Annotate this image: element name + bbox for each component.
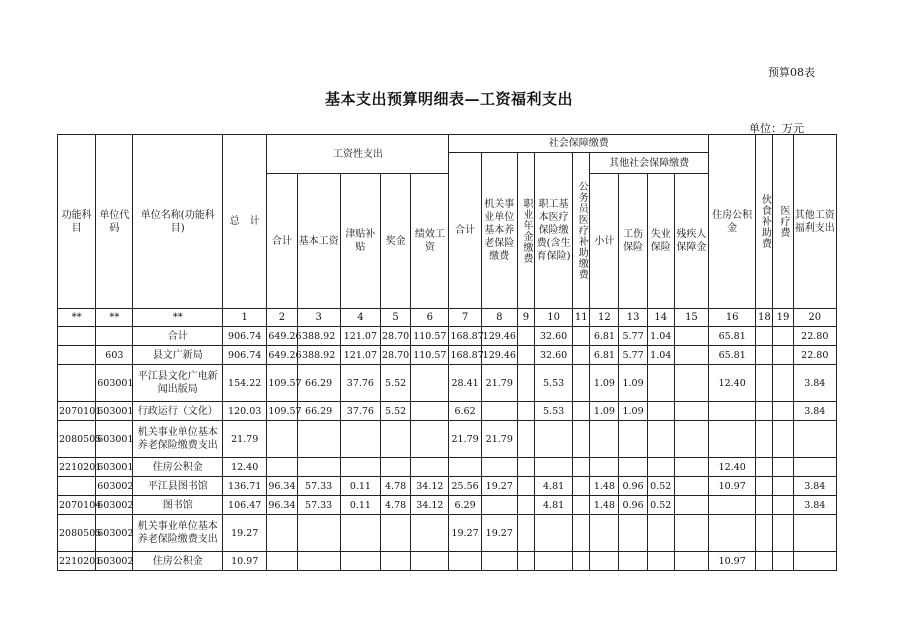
index-cell: 1 <box>223 309 267 327</box>
col-injury: 工伤保险 <box>619 174 647 309</box>
value-cell <box>773 477 793 496</box>
value-cell: 4.81 <box>534 477 572 496</box>
col-meal-label: 伙食补助费 <box>759 194 771 249</box>
value-cell: 106.47 <box>223 496 267 515</box>
value-cell <box>619 515 647 552</box>
index-cell: ** <box>96 309 133 327</box>
value-cell: 66.29 <box>297 402 340 421</box>
func-code-cell: 2210201 <box>58 552 96 571</box>
group-salary: 工资性支出 <box>267 135 449 174</box>
table-row <box>58 458 837 477</box>
value-cell: 32.60 <box>534 346 572 365</box>
unit-code-cell <box>96 327 133 346</box>
value-cell: 3.84 <box>793 477 836 496</box>
value-cell <box>647 421 674 458</box>
value-cell: 5.77 <box>619 327 647 346</box>
col-civil-medical <box>573 153 590 309</box>
col-housing: 住房公积金 <box>709 135 756 309</box>
index-cell: 19 <box>773 309 793 327</box>
value-cell <box>756 552 773 571</box>
col-performance: 绩效工资 <box>411 174 449 309</box>
value-cell <box>267 552 297 571</box>
func-code-cell: 2070104 <box>58 496 96 515</box>
table-row <box>58 496 837 515</box>
value-cell <box>381 552 411 571</box>
value-cell: 5.52 <box>381 402 411 421</box>
value-cell <box>267 458 297 477</box>
value-cell: 0.11 <box>340 496 380 515</box>
index-cell: 10 <box>534 309 572 327</box>
value-cell: 34.12 <box>411 496 449 515</box>
index-cell: 15 <box>674 309 708 327</box>
value-cell <box>709 421 756 458</box>
value-cell: 25.56 <box>449 477 481 496</box>
col-disability: 残疾人保障金 <box>674 174 708 309</box>
value-cell <box>590 515 619 552</box>
value-cell: 4.78 <box>381 496 411 515</box>
value-cell: 906.74 <box>223 327 267 346</box>
value-cell <box>647 402 674 421</box>
unit-name-cell: 住房公积金 <box>133 552 223 571</box>
index-row <box>58 309 837 327</box>
value-cell: 1.04 <box>647 346 674 365</box>
value-cell <box>773 515 793 552</box>
value-cell: 6.81 <box>590 346 619 365</box>
value-cell: 121.07 <box>340 327 380 346</box>
value-cell <box>793 515 836 552</box>
index-cell: 18 <box>756 309 773 327</box>
value-cell <box>773 365 793 402</box>
value-cell <box>517 496 534 515</box>
value-cell <box>756 496 773 515</box>
value-cell <box>674 327 708 346</box>
value-cell <box>267 515 297 552</box>
value-cell: 168.87 <box>449 327 481 346</box>
value-cell <box>674 458 708 477</box>
unit-label: 单位：万元 <box>749 122 804 135</box>
value-cell: 19.27 <box>449 515 481 552</box>
unit-name-cell: 平江县图书馆 <box>133 477 223 496</box>
value-cell <box>709 402 756 421</box>
value-cell: 5.53 <box>534 402 572 421</box>
value-cell <box>590 421 619 458</box>
value-cell: 1.04 <box>647 327 674 346</box>
value-cell <box>647 365 674 402</box>
unit-code-cell: 603002 <box>96 496 133 515</box>
value-cell <box>411 458 449 477</box>
value-cell <box>773 346 793 365</box>
value-cell <box>411 421 449 458</box>
value-cell <box>793 552 836 571</box>
value-cell: 5.53 <box>534 365 572 402</box>
value-cell: 28.70 <box>381 346 411 365</box>
value-cell <box>573 402 590 421</box>
value-cell: 4.81 <box>534 496 572 515</box>
value-cell <box>573 346 590 365</box>
col-bonus: 奖金 <box>381 174 411 309</box>
value-cell: 109.57 <box>267 365 297 402</box>
unit-code-cell: 603002 <box>96 515 133 552</box>
value-cell: 3.84 <box>793 365 836 402</box>
value-cell <box>340 458 380 477</box>
value-cell <box>534 458 572 477</box>
value-cell <box>674 552 708 571</box>
value-cell <box>267 421 297 458</box>
value-cell <box>793 421 836 458</box>
value-cell <box>411 365 449 402</box>
col-annuity <box>517 153 534 309</box>
value-cell: 0.96 <box>619 477 647 496</box>
data-rows-body <box>58 327 837 571</box>
value-cell: 19.27 <box>481 477 517 496</box>
value-cell <box>773 327 793 346</box>
value-cell <box>674 496 708 515</box>
col-medical: 职工基本医疗保险缴费(含生育保险) <box>534 153 572 309</box>
value-cell: 1.09 <box>590 402 619 421</box>
index-cell: 6 <box>411 309 449 327</box>
value-cell <box>573 477 590 496</box>
value-cell <box>619 421 647 458</box>
col-other-welfare: 其他工资福利支出 <box>793 135 836 309</box>
col-civil-medical-label: 公务员医疗补助缴费 <box>576 181 588 280</box>
value-cell <box>619 458 647 477</box>
index-cell: 11 <box>573 309 590 327</box>
value-cell: 21.79 <box>223 421 267 458</box>
value-cell: 110.57 <box>411 327 449 346</box>
value-cell: 388.92 <box>297 327 340 346</box>
value-cell: 1.09 <box>619 365 647 402</box>
value-cell <box>756 402 773 421</box>
value-cell: 0.52 <box>647 496 674 515</box>
col-unemployment: 失业保险 <box>647 174 674 309</box>
value-cell <box>573 515 590 552</box>
value-cell <box>517 477 534 496</box>
col-pension: 机关事业单位基本养老保险缴费 <box>481 153 517 309</box>
col-medical-fee <box>773 135 793 309</box>
value-cell <box>674 421 708 458</box>
value-cell <box>756 365 773 402</box>
value-cell <box>647 552 674 571</box>
index-cell: 4 <box>340 309 380 327</box>
value-cell: 1.09 <box>590 365 619 402</box>
value-cell <box>773 552 793 571</box>
unit-code-cell: 603001 <box>96 402 133 421</box>
table-row <box>58 327 837 346</box>
value-cell <box>381 458 411 477</box>
group-other-social: 其他社会保障缴费 <box>590 153 709 174</box>
index-cell: 16 <box>709 309 756 327</box>
value-cell <box>590 552 619 571</box>
unit-code-cell: 603002 <box>96 552 133 571</box>
value-cell <box>534 421 572 458</box>
value-cell: 6.62 <box>449 402 481 421</box>
value-cell <box>573 458 590 477</box>
value-cell: 906.74 <box>223 346 267 365</box>
index-cell: 9 <box>517 309 534 327</box>
value-cell: 22.80 <box>793 327 836 346</box>
unit-name-cell: 住房公积金 <box>133 458 223 477</box>
unit-code-cell: 603 <box>96 346 133 365</box>
value-cell <box>773 421 793 458</box>
value-cell <box>756 346 773 365</box>
func-code-cell <box>58 477 96 496</box>
value-cell <box>674 477 708 496</box>
group-social: 社会保障缴费 <box>449 135 709 153</box>
func-code-cell: 2080505 <box>58 515 96 552</box>
value-cell <box>674 346 708 365</box>
value-cell <box>340 515 380 552</box>
table-row <box>58 515 837 552</box>
index-cell: 8 <box>481 309 517 327</box>
value-cell <box>481 402 517 421</box>
value-cell: 96.34 <box>267 477 297 496</box>
value-cell: 21.79 <box>481 365 517 402</box>
func-code-cell <box>58 365 96 402</box>
unit-code-cell: 603001 <box>96 458 133 477</box>
value-cell <box>773 458 793 477</box>
form-code: 预算08表 <box>768 66 815 79</box>
value-cell: 129.46 <box>481 327 517 346</box>
col-allowance: 津贴补贴 <box>340 174 380 309</box>
value-cell <box>411 402 449 421</box>
col-total: 总 计 <box>223 135 267 309</box>
unit-name-cell: 县文广新局 <box>133 346 223 365</box>
value-cell: 4.78 <box>381 477 411 496</box>
value-cell: 65.81 <box>709 327 756 346</box>
value-cell <box>517 327 534 346</box>
value-cell <box>647 458 674 477</box>
value-cell <box>709 515 756 552</box>
header-row-1 <box>58 135 837 153</box>
value-cell <box>647 515 674 552</box>
value-cell: 1.48 <box>590 496 619 515</box>
value-cell: 388.92 <box>297 346 340 365</box>
col-social-subtotal: 合计 <box>449 153 481 309</box>
value-cell <box>619 552 647 571</box>
value-cell: 28.41 <box>449 365 481 402</box>
value-cell <box>381 515 411 552</box>
index-cell: 12 <box>590 309 619 327</box>
col-annuity-label: 职业年金缴费 <box>520 197 532 264</box>
value-cell: 0.52 <box>647 477 674 496</box>
value-cell: 19.27 <box>223 515 267 552</box>
value-cell <box>517 346 534 365</box>
value-cell: 32.60 <box>534 327 572 346</box>
col-unit-name: 单位名称(功能科目) <box>133 135 223 309</box>
value-cell: 21.79 <box>481 421 517 458</box>
value-cell: 66.29 <box>297 365 340 402</box>
index-cell: ** <box>133 309 223 327</box>
value-cell <box>517 365 534 402</box>
unit-name-cell: 平江县文化广电新闻出版局 <box>133 365 223 402</box>
table-row <box>58 421 837 458</box>
value-cell: 110.57 <box>411 346 449 365</box>
unit-name-cell: 行政运行（文化） <box>133 402 223 421</box>
value-cell: 10.97 <box>709 477 756 496</box>
value-cell: 12.40 <box>223 458 267 477</box>
value-cell <box>573 552 590 571</box>
col-unit-code: 单位代码 <box>96 135 133 309</box>
value-cell: 96.34 <box>267 496 297 515</box>
value-cell: 168.87 <box>449 346 481 365</box>
col-other-subtotal: 小计 <box>590 174 619 309</box>
table-row <box>58 477 837 496</box>
value-cell: 3.84 <box>793 402 836 421</box>
value-cell: 649.26 <box>267 346 297 365</box>
value-cell: 120.03 <box>223 402 267 421</box>
table-row <box>58 552 837 571</box>
value-cell <box>517 458 534 477</box>
value-cell: 65.81 <box>709 346 756 365</box>
index-cell: 14 <box>647 309 674 327</box>
budget-table <box>57 134 837 571</box>
index-cell: 7 <box>449 309 481 327</box>
value-cell: 6.81 <box>590 327 619 346</box>
value-cell: 6.29 <box>449 496 481 515</box>
value-cell <box>340 421 380 458</box>
value-cell: 121.07 <box>340 346 380 365</box>
value-cell <box>573 496 590 515</box>
func-code-cell: 2070101 <box>58 402 96 421</box>
index-cell: 5 <box>381 309 411 327</box>
index-cell: 2 <box>267 309 297 327</box>
value-cell <box>756 421 773 458</box>
value-cell: 37.76 <box>340 365 380 402</box>
index-cell: 13 <box>619 309 647 327</box>
func-code-cell: 2210201 <box>58 458 96 477</box>
table-row <box>58 346 837 365</box>
value-cell <box>756 327 773 346</box>
col-salary-subtotal: 合计 <box>267 174 297 309</box>
col-medical-fee-label: 医疗费 <box>777 205 789 238</box>
value-cell: 57.33 <box>297 496 340 515</box>
value-cell <box>674 402 708 421</box>
value-cell <box>674 515 708 552</box>
value-cell: 5.52 <box>381 365 411 402</box>
unit-name-cell: 机关事业单位基本养老保险缴费支出 <box>133 421 223 458</box>
value-cell <box>573 327 590 346</box>
value-cell <box>534 515 572 552</box>
value-cell <box>756 515 773 552</box>
col-meal <box>756 135 773 309</box>
value-cell <box>674 365 708 402</box>
value-cell <box>534 552 572 571</box>
value-cell <box>449 458 481 477</box>
value-cell: 21.79 <box>449 421 481 458</box>
value-cell <box>411 552 449 571</box>
value-cell <box>517 402 534 421</box>
value-cell <box>411 515 449 552</box>
value-cell: 5.77 <box>619 346 647 365</box>
unit-code-cell: 603001 <box>96 421 133 458</box>
value-cell: 57.33 <box>297 477 340 496</box>
value-cell <box>340 552 380 571</box>
value-cell: 0.96 <box>619 496 647 515</box>
value-cell: 0.11 <box>340 477 380 496</box>
value-cell: 12.40 <box>709 458 756 477</box>
value-cell <box>573 421 590 458</box>
col-basic-salary: 基本工资 <box>297 174 340 309</box>
value-cell: 154.22 <box>223 365 267 402</box>
value-cell <box>517 515 534 552</box>
value-cell: 37.76 <box>340 402 380 421</box>
unit-name-cell: 图书馆 <box>133 496 223 515</box>
value-cell: 19.27 <box>481 515 517 552</box>
value-cell <box>381 421 411 458</box>
value-cell <box>297 552 340 571</box>
value-cell <box>297 421 340 458</box>
value-cell: 109.57 <box>267 402 297 421</box>
unit-code-cell: 603001 <box>96 365 133 402</box>
unit-name-cell: 机关事业单位基本养老保险缴费支出 <box>133 515 223 552</box>
index-cell: ** <box>58 309 96 327</box>
value-cell: 129.46 <box>481 346 517 365</box>
table-row <box>58 402 837 421</box>
func-code-cell <box>58 327 96 346</box>
value-cell <box>773 496 793 515</box>
value-cell: 22.80 <box>793 346 836 365</box>
value-cell <box>573 365 590 402</box>
func-code-cell: 2080505 <box>58 421 96 458</box>
value-cell <box>709 496 756 515</box>
value-cell: 12.40 <box>709 365 756 402</box>
value-cell: 34.12 <box>411 477 449 496</box>
value-cell: 1.09 <box>619 402 647 421</box>
value-cell <box>517 421 534 458</box>
value-cell <box>756 458 773 477</box>
value-cell <box>297 458 340 477</box>
page-title: 基本支出预算明细表—工资福利支出 <box>324 90 573 108</box>
value-cell <box>481 458 517 477</box>
unit-code-cell: 603002 <box>96 477 133 496</box>
value-cell: 10.97 <box>709 552 756 571</box>
value-cell <box>793 458 836 477</box>
value-cell <box>481 496 517 515</box>
col-func-code: 功能科目 <box>58 135 96 309</box>
unit-name-cell: 合计 <box>133 327 223 346</box>
index-row-body <box>58 309 837 327</box>
value-cell <box>517 552 534 571</box>
value-cell <box>449 552 481 571</box>
index-cell: 3 <box>297 309 340 327</box>
value-cell: 3.84 <box>793 496 836 515</box>
value-cell: 136.71 <box>223 477 267 496</box>
value-cell <box>773 402 793 421</box>
value-cell: 649.26 <box>267 327 297 346</box>
value-cell: 28.70 <box>381 327 411 346</box>
value-cell <box>481 552 517 571</box>
value-cell <box>590 458 619 477</box>
value-cell: 10.97 <box>223 552 267 571</box>
value-cell <box>756 477 773 496</box>
func-code-cell <box>58 346 96 365</box>
table-row <box>58 365 837 402</box>
value-cell: 1.48 <box>590 477 619 496</box>
index-cell: 20 <box>793 309 836 327</box>
value-cell <box>297 515 340 552</box>
